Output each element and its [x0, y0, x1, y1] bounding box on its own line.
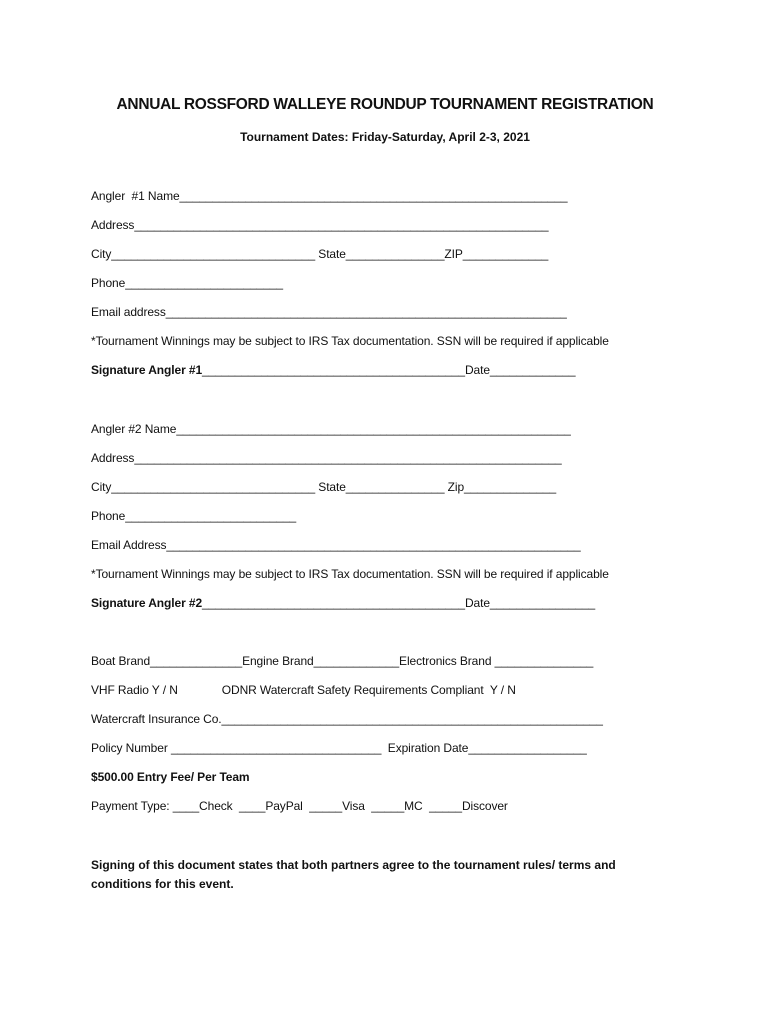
angler1-city-state-zip-field[interactable]: City_______________________________ State_______________ZIP_____________: [91, 247, 549, 261]
entry-fee-label: $500.00 Entry Fee/ Per Team: [91, 770, 250, 784]
vhf-radio-option[interactable]: VHF Radio Y / N: [91, 683, 178, 697]
signature-angler1-date-field[interactable]: ________________________________________Date_____________: [202, 363, 576, 377]
angler1-address-field[interactable]: Address_______________________________________________________________: [91, 218, 549, 232]
angler1-name-field[interactable]: Angler #1 Name___________________________________________________________: [91, 189, 568, 203]
angler2-address-field[interactable]: Address_________________________________________________________________: [91, 451, 562, 465]
angler2-signature-line[interactable]: [91, 595, 595, 611]
tournament-dates: Tournament Dates: Friday-Saturday, April 2-3, 2021: [240, 130, 530, 144]
form-title: ANNUAL ROSSFORD WALLEYE ROUNDUP TOURNAMENT REGISTRATION: [116, 96, 654, 113]
agreement-statement: Signing of this document states that both partners agree to the tournament rules/ terms and conditions for this event.: [91, 858, 616, 891]
angler2-email-field[interactable]: Email Address_______________________________________________________________: [91, 538, 581, 552]
angler2-city-state-zip-field[interactable]: City_______________________________ State_______________ Zip______________: [91, 480, 557, 494]
payment-type-field[interactable]: Payment Type: ____Check ____PayPal _____Visa _____MC _____Discover: [91, 799, 508, 813]
angler1-email-field[interactable]: Email address_____________________________________________________________: [91, 305, 567, 319]
radio-compliance-line[interactable]: [91, 682, 516, 698]
odnr-compliance-option[interactable]: ODNR Watercraft Safety Requirements Compliant Y / N: [221, 683, 516, 697]
angler2-tax-note: *Tournament Winnings may be subject to IRS Tax documentation. SSN will be required if applicable: [91, 567, 609, 581]
angler2-name-field[interactable]: Angler #2 Name____________________________________________________________: [91, 422, 571, 436]
angler1-signature-line[interactable]: [91, 362, 575, 378]
signature-angler2-date-field[interactable]: ________________________________________Date________________: [202, 596, 596, 610]
angler2-phone-field[interactable]: Phone__________________________: [91, 509, 297, 523]
insurance-field[interactable]: Watercraft Insurance Co.__________________________________________________________: [91, 712, 603, 726]
signature-angler1-label: Signature Angler #1: [91, 363, 203, 377]
boat-brands-field[interactable]: Boat Brand______________Engine Brand_____________Electronics Brand _______________: [91, 654, 594, 668]
signature-angler2-label: Signature Angler #2: [91, 596, 203, 610]
angler1-phone-field[interactable]: Phone________________________: [91, 276, 283, 290]
policy-expiration-field[interactable]: Policy Number ________________________________ Expiration Date__________________: [91, 741, 587, 755]
angler1-tax-note: *Tournament Winnings may be subject to IRS Tax documentation. SSN will be required if applicable: [91, 334, 609, 348]
